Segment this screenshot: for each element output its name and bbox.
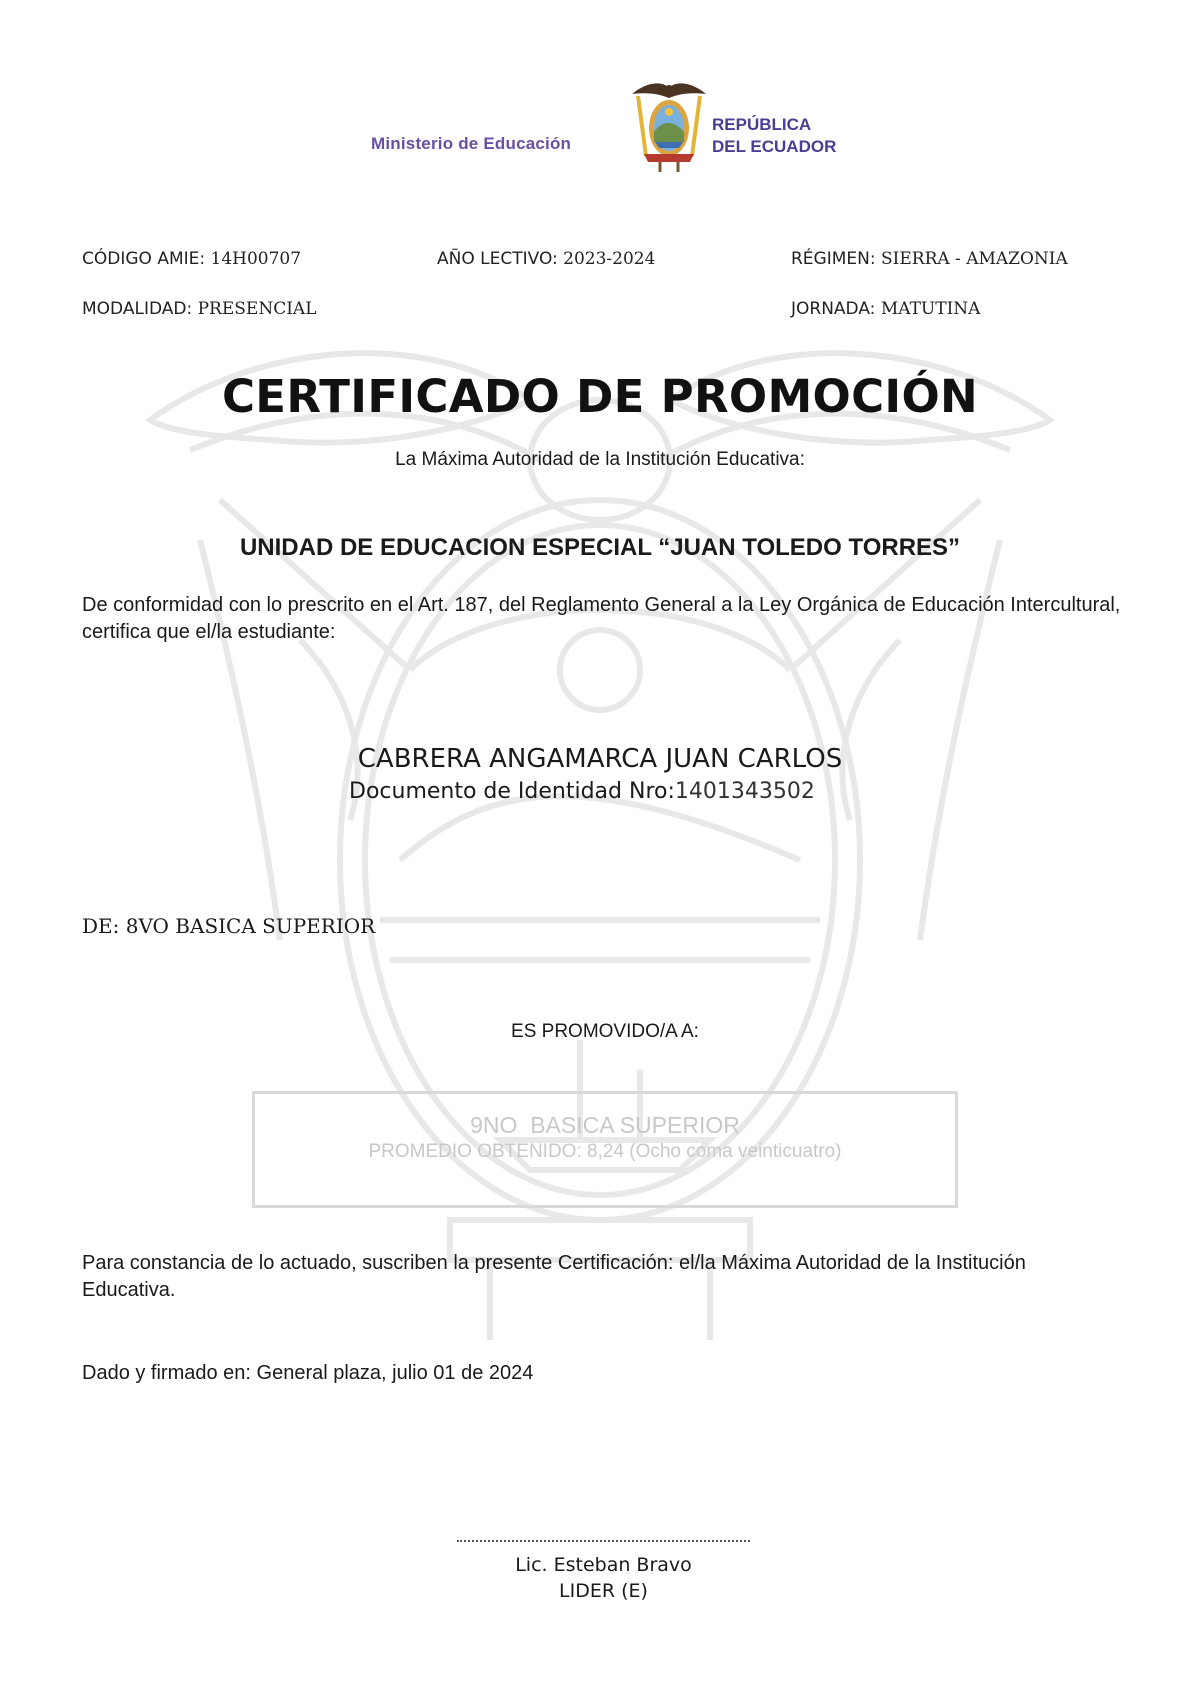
regime-label: RÉGIMEN: bbox=[791, 249, 876, 269]
authority-line: La Máxima Autoridad de la Institución Educativa: bbox=[395, 449, 805, 470]
regime bbox=[791, 249, 1068, 269]
signer-name: Lic. Esteban Bravo bbox=[515, 1554, 692, 1576]
signature-line bbox=[457, 1540, 750, 1542]
modality-value: PRESENCIAL bbox=[197, 299, 317, 319]
modality-label: MODALIDAD: bbox=[82, 299, 193, 319]
to-grade: 9NO BASICA SUPERIOR bbox=[470, 1112, 740, 1138]
shift-value: MATUTINA bbox=[880, 299, 981, 319]
signer-role: LIDER (E) bbox=[559, 1580, 648, 1602]
amie-label: CÓDIGO AMIE: bbox=[82, 249, 206, 269]
year-value: 2023-2024 bbox=[563, 249, 656, 269]
republic-logotype bbox=[712, 114, 836, 158]
regime-value: SIERRA - AMAZONIA bbox=[881, 249, 1068, 269]
amie-value: 14H00707 bbox=[210, 249, 302, 269]
identity-label: Documento de Identidad Nro: bbox=[349, 779, 675, 804]
modality bbox=[82, 299, 316, 319]
promoted-label: ES PROMOVIDO/A A: bbox=[511, 1021, 699, 1042]
ministry-name: Ministerio de Educación bbox=[371, 134, 572, 153]
ecuador-coat-of-arms-icon bbox=[624, 76, 714, 176]
from-grade: DE: 8VO BASICA SUPERIOR bbox=[82, 914, 376, 938]
average-score: PROMEDIO OBTENIDO: 8,24 (Ocho coma veinticuatro) bbox=[368, 1141, 842, 1162]
amie-code bbox=[82, 249, 301, 269]
school-year bbox=[437, 249, 655, 269]
shift bbox=[791, 299, 980, 319]
certificate-title: CERTIFICADO DE PROMOCIÓN bbox=[221, 370, 978, 423]
identity-document bbox=[349, 779, 815, 804]
shift-label: JORNADA: bbox=[791, 299, 876, 319]
legal-paragraph: De conformidad con lo prescrito en el Art. 187, del Reglamento General a la Ley Orgánica de Educación Intercultural, certifica que el/la estudiante: bbox=[82, 594, 1121, 643]
student-name: CABRERA ANGAMARCA JUAN CARLOS bbox=[357, 744, 843, 774]
closing-paragraph: Para constancia de lo actuado, suscriben la presente Certificación: el/la Máxima Autoridad de la Institución Educativa. bbox=[82, 1252, 1026, 1301]
signing-place-date: Dado y firmado en: General plaza, julio 01 de 2024 bbox=[82, 1362, 534, 1384]
republic-line-2: DEL ECUADOR bbox=[712, 137, 837, 156]
institution-name: UNIDAD DE EDUCACION ESPECIAL “JUAN TOLEDO TORRES” bbox=[239, 534, 961, 561]
identity-number: 1401343502 bbox=[674, 779, 815, 804]
year-label: AÑO LECTIVO: bbox=[437, 249, 558, 269]
republic-line-1: REPÚBLICA bbox=[712, 115, 812, 134]
